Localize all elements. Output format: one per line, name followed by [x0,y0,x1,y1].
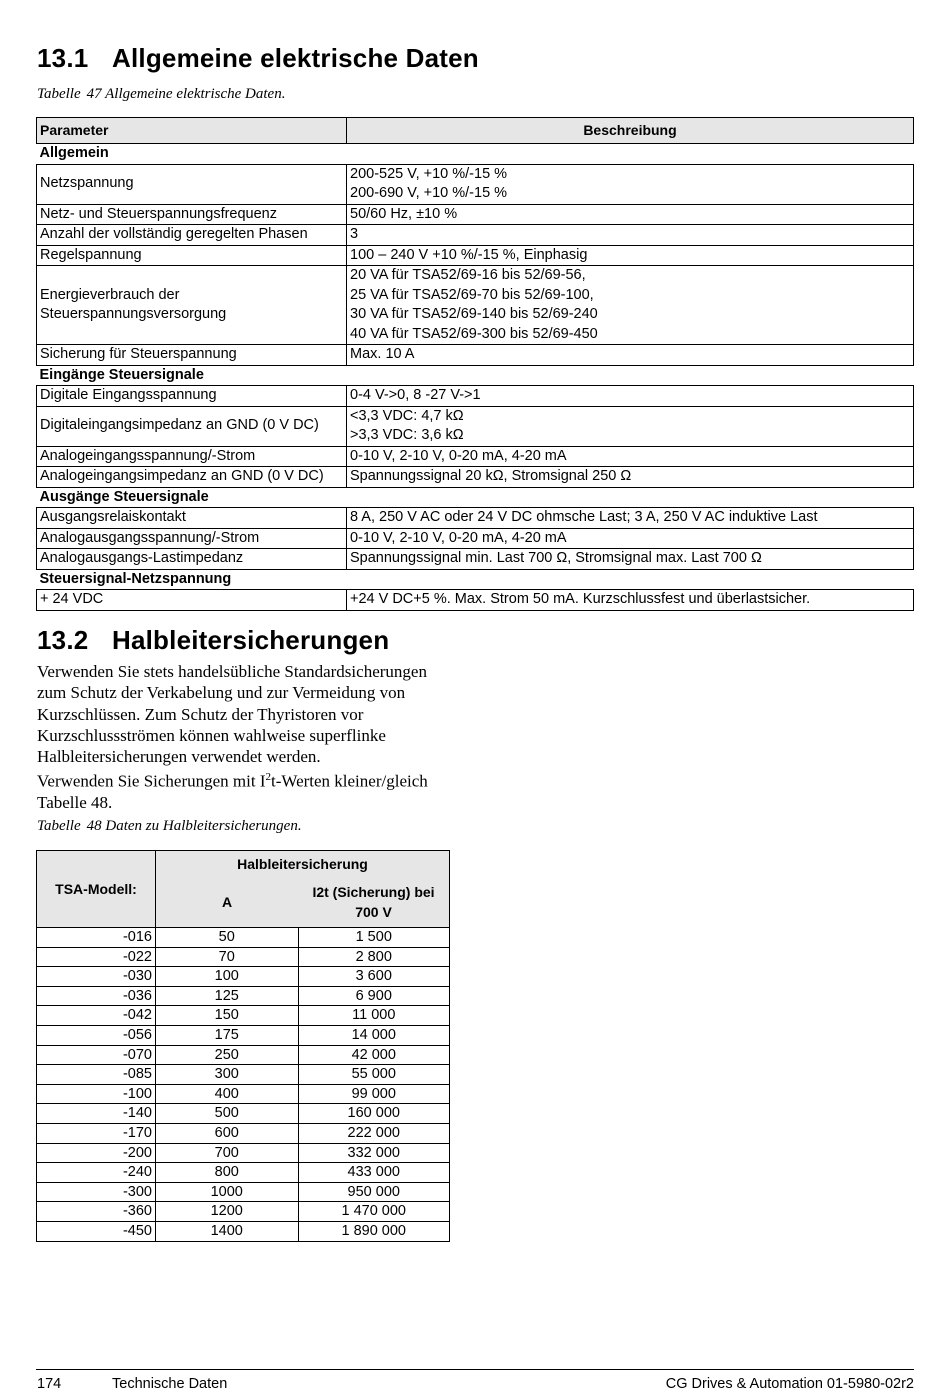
description-cell [347,528,914,549]
i2t-cell: 1 500 [298,928,450,948]
table-header-row [37,851,450,878]
table-row [37,986,450,1006]
table-row [37,1006,450,1026]
section-row [37,569,914,590]
model-cell: -030 [37,967,156,987]
section-row [37,365,914,386]
table-row [37,225,914,246]
ampere-cell: 300 [156,1065,299,1085]
model-cell: -360 [37,1202,156,1222]
table-row [37,446,914,467]
model-cell: -070 [37,1045,156,1065]
table-header-row [37,118,914,144]
page-number: 174 [37,1376,62,1392]
table-row [37,528,914,549]
footer-chapter: Technische Daten [112,1376,228,1392]
table-row [37,1065,450,1085]
ampere-cell: 175 [156,1025,299,1045]
model-cell: -056 [37,1025,156,1045]
i2t-cell: 1 890 000 [298,1221,450,1241]
ampere-cell: 700 [156,1143,299,1163]
description-cell [347,225,914,246]
description-cell [347,204,914,225]
description-line: 30 VA für TSA52/69-140 bis 52/69-240 [350,306,598,322]
i2t-cell: 950 000 [298,1182,450,1202]
table-row [37,1202,450,1222]
parameter-cell: Analogausgangsspannung/-Strom [37,528,347,549]
description-cell [347,406,914,446]
model-cell: -170 [37,1123,156,1143]
i2t-cell: 6 900 [298,986,450,1006]
table-row [37,508,914,529]
table-row [37,386,914,407]
description-line: 0-4 V->0, 8 -27 V->1 [350,387,481,403]
column-header-parameter: Parameter [37,118,347,144]
description-line: 200-525 V, +10 %/-15 % [350,165,508,182]
ampere-cell: 600 [156,1123,299,1143]
description-line: Spannungssignal min. Last 700 Ω, Stromsignal max. Last 700 Ω [350,550,762,566]
i2t-cell: 99 000 [298,1084,450,1104]
description-cell [347,508,914,529]
description-cell [347,590,914,611]
table-row [37,590,914,611]
description-line: Max. 10 A [350,346,415,362]
section-title: Halbleitersicherungen [112,625,390,655]
description-line: 8 A, 250 V AC oder 24 V DC ohmsche Last; 3 A, 250 V AC induktive Last [350,509,818,525]
description-line: 100 – 240 V +10 %/-15 %, Einphasig [350,246,588,263]
i2t-cell: 2 800 [298,947,450,967]
i2t-cell: 3 600 [298,967,450,987]
model-cell: -300 [37,1182,156,1202]
footer-rule [36,1369,914,1370]
table-row [37,1182,450,1202]
column-header-a: A [156,877,299,928]
parameter-cell: Analogeingangsimpedanz an GND (0 V DC) [37,467,347,488]
description-cell [347,245,914,266]
section-title: Steuersignal-Netzspannung [39,570,232,587]
ampere-cell: 1400 [156,1221,299,1241]
description-cell [347,345,914,366]
table-row [37,549,914,570]
ampere-cell: 125 [156,986,299,1006]
semiconductor-fuse-table [36,850,450,1242]
ampere-cell: 150 [156,1006,299,1026]
parameter-cell: Digitale Eingangsspannung [37,386,347,407]
description-line: >3,3 VDC: 3,6 kΩ [350,427,464,443]
ampere-cell: 1000 [156,1182,299,1202]
ampere-cell: 800 [156,1163,299,1183]
table-row [37,1123,450,1143]
parameter-cell: + 24 VDC [37,590,347,611]
body-paragraph: Verwenden Sie stets handelsübliche Standardsicherungen zum Schutz der Verkabelung und zur Vermeidung von Kurzschlüssen. Zum Schutz der Thyristoren vor Kurzschlussströmen können wahlweise superflinke Halbleitersicherungen verwendet werden. Verwenden Sie Sicherungen mit $I^2t$-Werten kleiner/gleich Tabelle 48. [37,662,428,813]
section-title: Allgemeine elektrische Daten [112,43,479,73]
section-row [37,487,914,508]
parameter-cell: Analogeingangsspannung/-Strom [37,446,347,467]
section-heading-13-1 [37,43,479,74]
parameter-cell: Anzahl der vollständig geregelten Phasen [37,225,347,246]
table-row [37,967,450,987]
parameter-cell: Ausgangsrelaiskontakt [37,508,347,529]
parameter-cell: Netz- und Steuerspannungsfrequenz [37,204,347,225]
model-cell: -036 [37,986,156,1006]
section-heading-13-2 [37,625,389,656]
description-cell [347,266,914,345]
section-row [37,144,914,165]
ampere-cell: 70 [156,947,299,967]
description-line: 200-690 V, +10 %/-15 % [350,185,508,201]
table-row [37,266,914,345]
description-line: 40 VA für TSA52/69-300 bis 52/69-450 [350,325,598,342]
table-row [37,1163,450,1183]
model-cell: -140 [37,1104,156,1124]
description-cell [347,386,914,407]
section-title: Ausgänge Steuersignale [39,488,209,505]
parameter-cell: Analogausgangs-Lastimpedanz [37,549,347,570]
description-line: 20 VA für TSA52/69-16 bis 52/69-56, [350,267,586,283]
ampere-cell: 50 [156,928,299,948]
i2t-cell: 14 000 [298,1025,450,1045]
section-number: 13.2 [37,625,89,655]
table-caption-47: Tabelle 47 Allgemeine elektrische Daten. [37,86,286,102]
electrical-data-table [36,117,914,611]
i2t-cell: 42 000 [298,1045,450,1065]
description-line: 0-10 V, 2-10 V, 0-20 mA, 4-20 mA [350,447,567,464]
description-line: 50/60 Hz, ±10 % [350,205,458,222]
description-line: +24 V DC+5 %. Max. Strom 50 mA. Kurzschlussfest und überlastsicher. [350,591,811,607]
table-row [37,1143,450,1163]
i2t-cell: 55 000 [298,1065,450,1085]
model-cell: -022 [37,947,156,967]
ampere-cell: 400 [156,1084,299,1104]
i2t-cell: 11 000 [298,1006,450,1026]
table-row [37,1104,450,1124]
table-row [37,345,914,366]
model-cell: -200 [37,1143,156,1163]
section-title: Allgemein [39,145,109,161]
table-row [37,928,450,948]
description-line: <3,3 VDC: 4,7 kΩ [350,407,464,424]
parameter-cell: Digitaleingangsimpedanz an GND (0 V DC) [37,406,347,446]
i2t-cell: 222 000 [298,1123,450,1143]
parameter-cell: Energieverbrauch der Steuerspannungsversorgung [37,266,347,345]
model-cell: -016 [37,928,156,948]
i2t-cell: 332 000 [298,1143,450,1163]
table-caption-48: Tabelle 48 Daten zu Halbleitersicherungen. [37,818,302,834]
model-cell: -042 [37,1006,156,1026]
description-line: 0-10 V, 2-10 V, 0-20 mA, 4-20 mA [350,529,567,546]
i2t-cell: 160 000 [298,1104,450,1124]
table-row [37,1084,450,1104]
table-row [37,406,914,446]
table-row [37,245,914,266]
parameter-cell: Netzspannung [37,164,347,204]
column-group-header: Halbleitersicherung [156,851,450,878]
ampere-cell: 100 [156,967,299,987]
ampere-cell: 1200 [156,1202,299,1222]
table-row [37,1025,450,1045]
table-row [37,164,914,204]
table-row [37,947,450,967]
i2t-cell: 433 000 [298,1163,450,1183]
model-cell: -450 [37,1221,156,1241]
description-cell [347,446,914,467]
column-header-model: TSA-Modell: [37,851,156,928]
column-header-i2t: I2t (Sicherung) bei 700 V [298,877,450,928]
section-title: Eingänge Steuersignale [39,366,204,383]
footer-document-id: CG Drives & Automation 01-5980-02r2 [665,1376,914,1392]
description-line: Spannungssignal 20 kΩ, Stromsignal 250 Ω [350,468,632,484]
table-row [37,204,914,225]
model-cell: -240 [37,1163,156,1183]
table-row [37,467,914,488]
description-cell [347,549,914,570]
description-cell [347,467,914,488]
description-cell [347,164,914,204]
ampere-cell: 500 [156,1104,299,1124]
parameter-cell: Sicherung für Steuerspannung [37,345,347,366]
parameter-cell: Regelspannung [37,245,347,266]
model-cell: -100 [37,1084,156,1104]
table-row [37,1221,450,1241]
description-line: 3 [350,226,359,242]
table-row [37,1045,450,1065]
column-header-description: Beschreibung [347,118,914,144]
i2t-cell: 1 470 000 [298,1202,450,1222]
description-line: 25 VA für TSA52/69-70 bis 52/69-100, [350,286,594,303]
section-number: 13.1 [37,43,89,73]
model-cell: -085 [37,1065,156,1085]
ampere-cell: 250 [156,1045,299,1065]
